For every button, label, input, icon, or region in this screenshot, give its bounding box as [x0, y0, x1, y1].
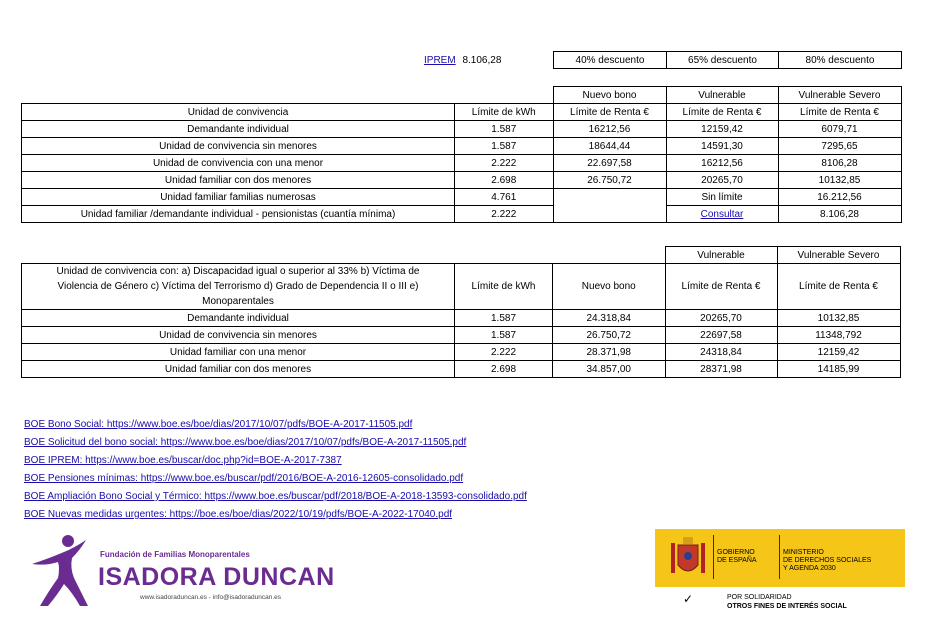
- cell: 6079,71: [778, 121, 901, 138]
- cell: 7295,65: [778, 138, 901, 155]
- cell: [553, 206, 666, 223]
- ministry-line: MINISTERIO: [783, 549, 824, 556]
- iprem-link[interactable]: IPREM: [424, 55, 456, 66]
- cell: 2.222: [455, 344, 553, 361]
- column-header: Límite de kWh: [455, 264, 553, 310]
- cell: 8106,28: [778, 155, 901, 172]
- ministry-name: [783, 549, 871, 573]
- cell: 10132,85: [777, 310, 900, 327]
- column-header: Límite de Renta €: [777, 264, 900, 310]
- cell: 16212,56: [553, 121, 666, 138]
- table-row: [22, 206, 902, 223]
- isadora-duncan-logo: [30, 530, 340, 615]
- cell: 4.761: [455, 189, 554, 206]
- header-line: Violencia de Género c) Víctima del Terrorismo d) Grado de Dependencia II o III e): [57, 281, 419, 292]
- boe-link[interactable]: BOE Bono Social: https://www.boe.es/boe/dias/2017/10/07/pdfs/BOE-A-2017-11505.pdf: [24, 419, 413, 430]
- ministry-line: Y AGENDA 2030: [783, 565, 836, 572]
- cell: 2.698: [455, 172, 554, 189]
- cell: 20265,70: [665, 310, 777, 327]
- logo-name: ISADORA DUNCAN: [98, 563, 335, 591]
- cell: Demandante individual: [22, 310, 455, 327]
- cell: Unidad de convivencia sin menores: [22, 327, 455, 344]
- consultar-link[interactable]: [666, 206, 778, 223]
- cell: 12159,42: [666, 121, 778, 138]
- cell: 14185,99: [777, 361, 900, 378]
- ministry-line: DE DERECHOS SOCIALES: [783, 557, 872, 564]
- cell: 1.587: [455, 138, 554, 155]
- solidarity-line: OTROS FINES DE INTERÉS SOCIAL: [727, 603, 847, 610]
- cell: 18644,44: [553, 138, 666, 155]
- table-row: [22, 327, 901, 344]
- cell: 26.750,72: [553, 327, 666, 344]
- cell: 16.212,56: [778, 189, 901, 206]
- cell: 11348,792: [777, 327, 900, 344]
- table-row: [22, 361, 901, 378]
- boe-link[interactable]: BOE Nuevas medidas urgentes: https://boe.es/boe/dias/2022/10/19/pdfs/BOE-A-2022-17040.pdf: [24, 509, 453, 520]
- discount-65: 65% descuento: [667, 52, 779, 69]
- boe-link[interactable]: BOE IPREM: https://www.boe.es/buscar/doc.php?id=BOE-A-2017-7387: [24, 455, 342, 466]
- consultar-link-text[interactable]: Consultar: [700, 208, 744, 220]
- cell: 2.222: [455, 206, 554, 223]
- discount-table: [553, 51, 902, 69]
- table-row: [22, 189, 902, 206]
- cell: 2.222: [455, 155, 554, 172]
- table-bono-social: [21, 86, 902, 223]
- cell: 1.587: [455, 327, 553, 344]
- iprem-value: 8.106,28: [462, 55, 502, 66]
- coat-of-arms-icon: [671, 535, 705, 581]
- column-header: Límite de Renta €: [666, 104, 778, 121]
- group-header: Nuevo bono: [553, 87, 666, 104]
- column-header: Límite de Renta €: [665, 264, 777, 310]
- cell: 10132,85: [778, 172, 901, 189]
- boe-link[interactable]: BOE Pensiones mínimas: https://www.boe.es/buscar/pdf/2016/BOE-A-2016-12605-consolidado.pdf: [24, 473, 464, 484]
- cell: Unidad familiar con dos menores: [22, 172, 455, 189]
- cell: 24318,84: [665, 344, 777, 361]
- gov-banner: [655, 529, 905, 587]
- discount-40: 40% descuento: [554, 52, 667, 69]
- cell: Unidad familiar /demandante individual - pensionistas (cuantía mínima): [22, 206, 455, 223]
- logo-subtitle: Fundación de Familias Monoparentales: [100, 550, 250, 559]
- cell: 16212,56: [666, 155, 778, 172]
- cell: 28371,98: [665, 361, 777, 378]
- boe-link[interactable]: BOE Solicitud del bono social: https://www.boe.es/boe/dias/2017/10/07/pdfs/BOE-A-2017-11505.pdf: [24, 437, 467, 448]
- logo-web: www.isadoraduncan.es - info@isadoraduncan.es: [140, 594, 282, 601]
- header-description: [22, 264, 455, 310]
- solidarity-line: POR SOLIDARIDAD: [727, 594, 792, 601]
- dancer-icon: [30, 534, 92, 610]
- cell: 2.698: [455, 361, 553, 378]
- group-header: Vulnerable: [666, 87, 778, 104]
- iprem: [424, 54, 501, 68]
- table-row: [22, 155, 902, 172]
- cell: 26.750,72: [553, 172, 666, 189]
- table-row: [22, 172, 902, 189]
- table-row: [22, 344, 901, 361]
- group-header: Vulnerable: [665, 247, 777, 264]
- cell: 28.371,98: [553, 344, 666, 361]
- gov-line: GOBIERNO: [717, 549, 755, 556]
- cell: Unidad familiar con dos menores: [22, 361, 455, 378]
- cell: 1.587: [455, 310, 553, 327]
- cell: 8.106,28: [778, 206, 901, 223]
- cell: Sin límite: [666, 189, 778, 206]
- cell: 22697,58: [665, 327, 777, 344]
- gov-name: [717, 549, 757, 565]
- solidarity-text: [727, 593, 847, 611]
- cell: 14591,30: [666, 138, 778, 155]
- group-header: Vulnerable Severo: [778, 87, 901, 104]
- cell: Unidad de convivencia sin menores: [22, 138, 455, 155]
- table-row: [22, 138, 902, 155]
- column-header: Límite de Renta €: [553, 104, 666, 121]
- checkbox-icon: ✓: [683, 592, 694, 606]
- table-colectivos: [21, 246, 901, 378]
- boe-links: [24, 416, 527, 524]
- discount-80: 80% descuento: [779, 52, 902, 69]
- header-line: Unidad de convivencia con: a) Discapacidad igual o superior al 33% b) Víctima de: [56, 266, 420, 277]
- cell: 12159,42: [777, 344, 900, 361]
- cell: [553, 189, 666, 206]
- header-line: Monoparentales: [202, 296, 274, 307]
- column-header: Nuevo bono: [553, 264, 666, 310]
- government-logo: [655, 529, 905, 613]
- cell: Unidad de convivencia con una menor: [22, 155, 455, 172]
- cell: 22.697,58: [553, 155, 666, 172]
- table-row: [22, 121, 902, 138]
- cell: 20265,70: [666, 172, 778, 189]
- cell: Unidad familiar familias numerosas: [22, 189, 455, 206]
- group-header: Vulnerable Severo: [777, 247, 900, 264]
- cell: Demandante individual: [22, 121, 455, 138]
- cell: 1.587: [455, 121, 554, 138]
- column-header: Límite de kWh: [455, 104, 554, 121]
- boe-link[interactable]: BOE Ampliación Bono Social y Térmico: https://www.boe.es/buscar/pdf/2018/BOE-A-2018-13593-consolidado.pdf: [24, 491, 527, 502]
- cell: 24.318,84: [553, 310, 666, 327]
- gov-line: DE ESPAÑA: [717, 557, 757, 564]
- column-header: Límite de Renta €: [778, 104, 901, 121]
- column-header: Unidad de convivencia: [22, 104, 455, 121]
- cell: 34.857,00: [553, 361, 666, 378]
- table-row: [22, 310, 901, 327]
- cell: Unidad familiar con una menor: [22, 344, 455, 361]
